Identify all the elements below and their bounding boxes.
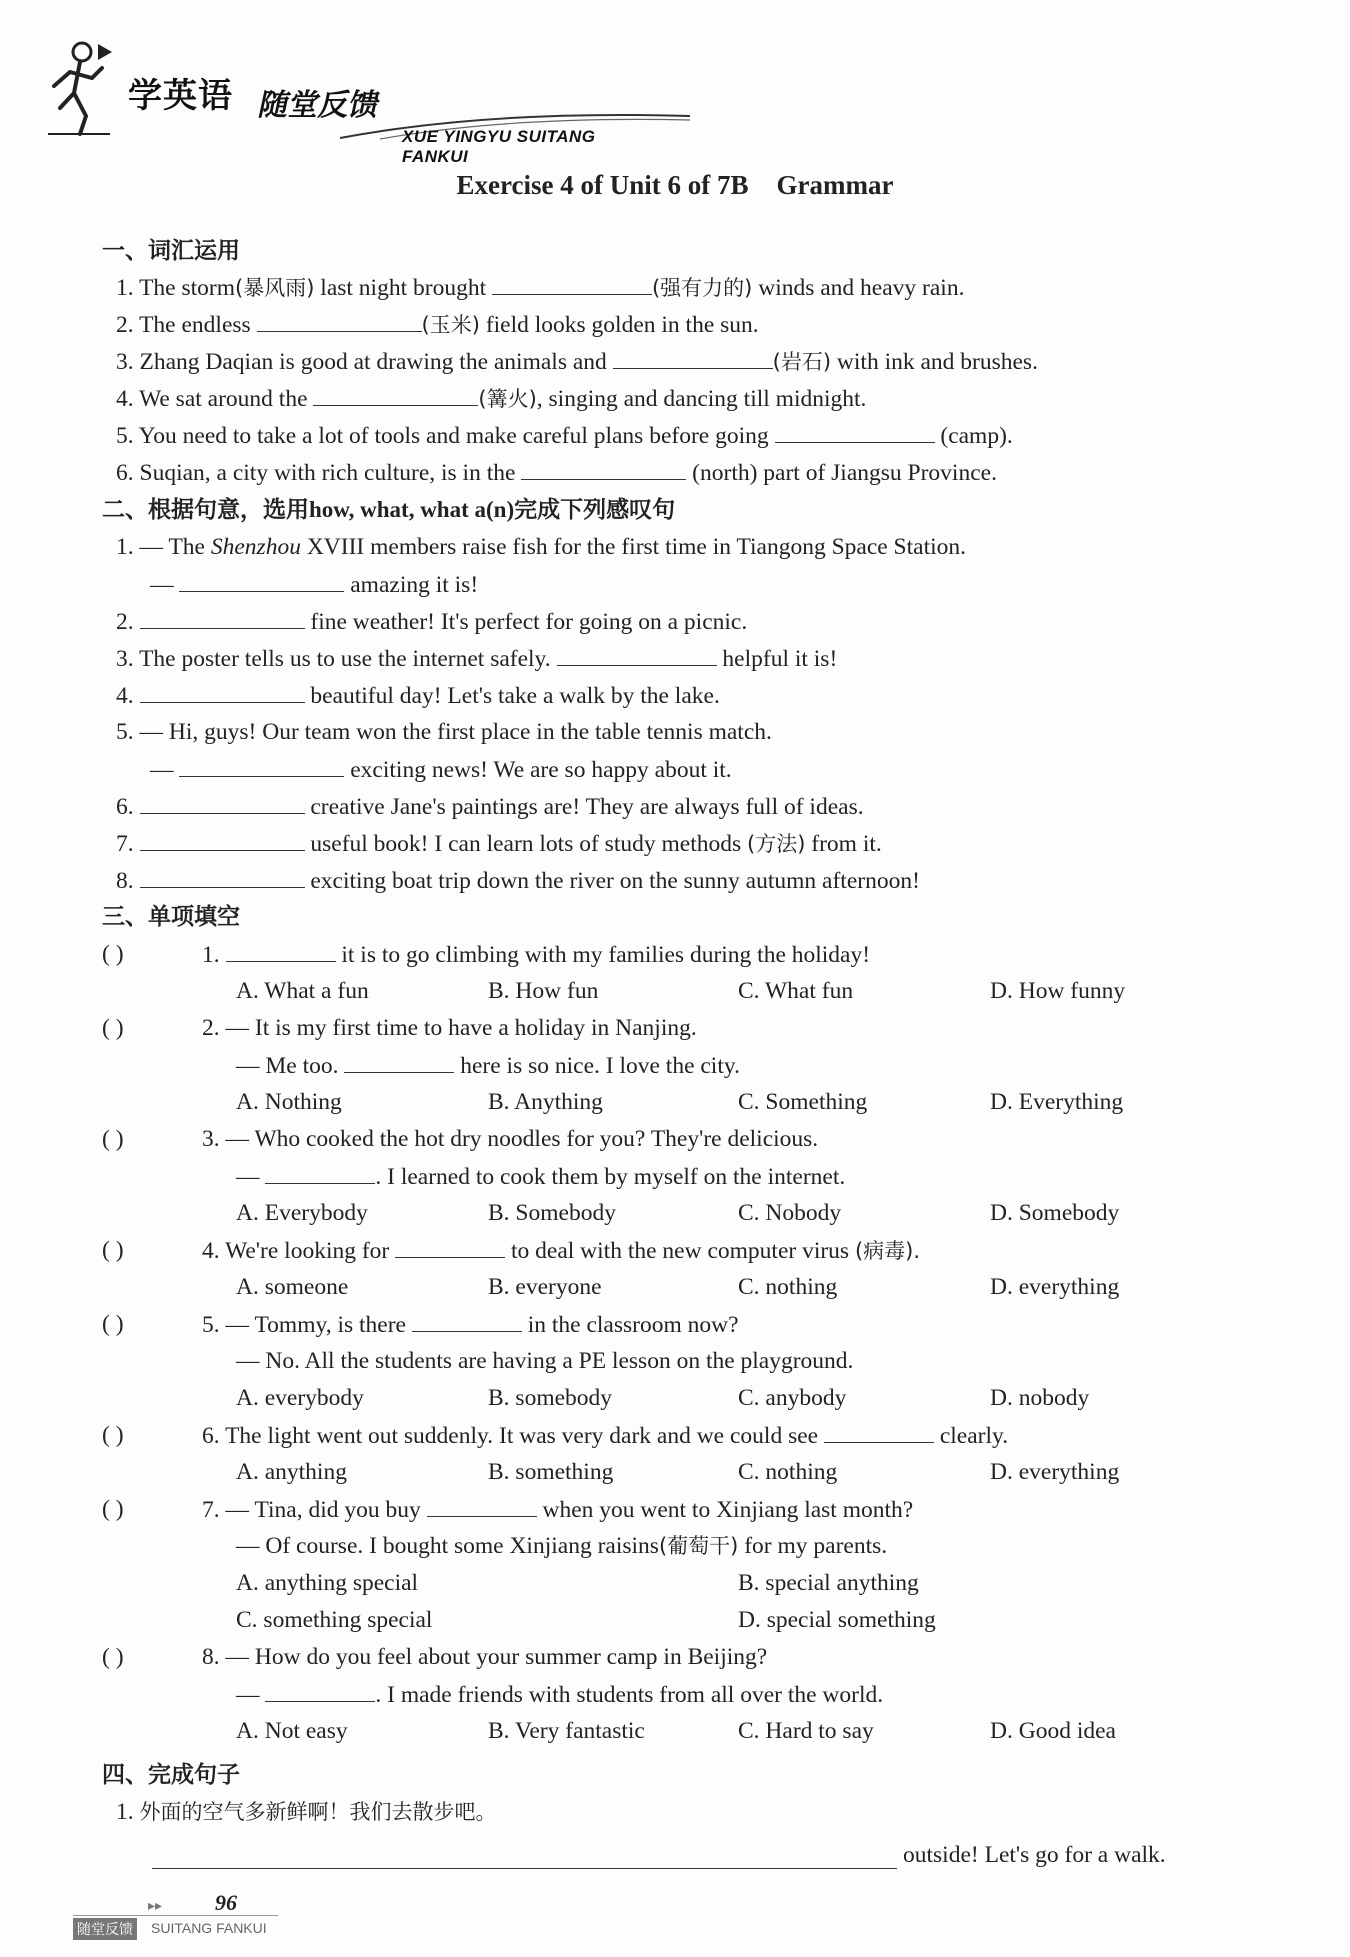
answer-blank[interactable] (824, 1420, 934, 1443)
s2-item-2: 2. fine weather! It's perfect for going on a picnic. (116, 606, 747, 637)
s3-q7: 7. — Tina, did you buy when you went to Xinjiang last month? (202, 1494, 913, 1525)
s3-q7-reply: — Of course. I bought some Xinjiang raisins(葡萄干) for my parents. (236, 1533, 888, 1559)
answer-blank[interactable] (521, 457, 686, 480)
s1-item-4: 4. We sat around the (篝火), singing and dancing till midnight. (116, 383, 866, 414)
s1-item-6: 6. Suqian, a city with rich culture, is in the (north) part of Jiangsu Province. (116, 457, 997, 488)
option-a[interactable]: A. Nothing (236, 1089, 342, 1115)
footer-tag (73, 1915, 278, 1942)
s3-q4: 4. We're looking for to deal with the new computer virus (病毒). (202, 1235, 920, 1266)
section-3-heading: 三、单项填空 (102, 904, 240, 930)
option-a[interactable]: A. anything (236, 1459, 347, 1485)
answer-blank[interactable] (140, 828, 305, 851)
answer-blank[interactable] (140, 791, 305, 814)
logo-en-text: XUE YINGYU SUITANG FANKUI (402, 127, 596, 166)
answer-paren[interactable]: ( ) (102, 1015, 124, 1041)
answer-blank[interactable] (395, 1235, 505, 1258)
option-d[interactable]: D. Everything (990, 1089, 1124, 1115)
answer-blank[interactable] (313, 383, 478, 406)
option-c[interactable]: C. nothing (738, 1459, 838, 1485)
option-c[interactable]: C. Nobody (738, 1200, 842, 1226)
s3-q1: 1. it is to go climbing with my families during the holiday! (202, 939, 870, 970)
answer-paren[interactable]: ( ) (102, 941, 124, 967)
answer-blank[interactable] (344, 1050, 454, 1073)
s3-q8: 8. — How do you feel about your summer camp in Beijing? (202, 1644, 768, 1670)
s2-item-7: 7. useful book! I can learn lots of study methods (方法) from it. (116, 828, 882, 859)
option-c[interactable]: C. Hard to say (738, 1718, 874, 1744)
option-a[interactable]: A. everybody (236, 1385, 364, 1411)
option-b[interactable]: B. Anything (488, 1089, 603, 1115)
option-d[interactable]: D. everything (990, 1274, 1120, 1300)
s2-item-4: 4. beautiful day! Let's take a walk by the lake. (116, 680, 720, 711)
option-b[interactable]: B. How fun (488, 978, 599, 1004)
answer-blank[interactable] (265, 1161, 375, 1184)
answer-blank[interactable] (179, 754, 344, 777)
s1-item-3: 3. Zhang Daqian is good at drawing the animals and (岩石) with ink and brushes. (116, 346, 1038, 377)
answer-paren[interactable]: ( ) (102, 1237, 124, 1263)
option-a[interactable]: A. someone (236, 1274, 349, 1300)
s2-item-6: 6. creative Jane's paintings are! They are always full of ideas. (116, 791, 864, 822)
s1-item-5: 5. You need to take a lot of tools and make careful plans before going (camp). (116, 420, 1013, 451)
answer-paren[interactable]: ( ) (102, 1126, 124, 1152)
option-a[interactable]: A. anything special (236, 1570, 419, 1596)
option-c[interactable]: C. What fun (738, 978, 854, 1004)
s3-q6: 6. The light went out suddenly. It was very dark and we could see clearly. (202, 1420, 1008, 1451)
answer-paren[interactable]: ( ) (102, 1311, 124, 1337)
answer-blank[interactable] (775, 420, 935, 443)
option-d[interactable]: D. special something (738, 1607, 936, 1633)
s2-item-5: 5. — Hi, guys! Our team won the first place in the table tennis match. (116, 719, 772, 745)
answer-blank[interactable] (179, 569, 344, 592)
option-c[interactable]: C. something special (236, 1607, 433, 1633)
option-d[interactable]: D. everything (990, 1459, 1120, 1485)
answer-paren[interactable]: ( ) (102, 1644, 124, 1670)
logo-cn-sub: 随堂反馈 (255, 88, 383, 123)
footer-tag-en: SUITANG FANKUI (151, 1920, 267, 1936)
option-b[interactable]: B. special anything (738, 1570, 919, 1596)
s3-q2-reply: — Me too. here is so nice. I love the city. (236, 1050, 740, 1081)
option-a[interactable]: A. Everybody (236, 1200, 368, 1226)
s3-q2: 2. — It is my first time to have a holiday in Nanjing. (202, 1015, 697, 1041)
answer-paren[interactable]: ( ) (102, 1422, 124, 1448)
s4-item-1: 1. 外面的空气多新鲜啊！我们去散步吧。 (116, 1799, 497, 1825)
option-d[interactable]: D. Somebody (990, 1200, 1120, 1226)
answer-blank[interactable] (265, 1679, 375, 1702)
page-header (40, 30, 660, 166)
answer-blank[interactable] (226, 939, 336, 962)
answer-blank[interactable] (427, 1494, 537, 1517)
option-d[interactable]: D. How funny (990, 978, 1126, 1004)
s3-q3-reply: — . I learned to cook them by myself on the internet. (236, 1161, 845, 1192)
s4-item-1-tail: outside! Let's go for a walk. (903, 1842, 1166, 1868)
footer-arrow-icon: ▸▸ (148, 1898, 163, 1914)
option-b[interactable]: B. something (488, 1459, 614, 1485)
answer-blank[interactable] (140, 606, 305, 629)
s1-item-1: 1. The storm(暴风雨) last night brought (强有力的) winds and heavy rain. (116, 272, 964, 303)
s3-q5-reply: — No. All the students are having a PE lesson on the playground. (236, 1348, 854, 1374)
footer-tag-cn: 随堂反馈 (73, 1918, 137, 1940)
answer-blank[interactable] (140, 680, 305, 703)
section-1-heading: 一、词汇运用 (102, 238, 240, 264)
page-title (0, 170, 1350, 201)
answer-paren[interactable]: ( ) (102, 1496, 124, 1522)
answer-blank[interactable] (140, 865, 305, 888)
title-right: Grammar (776, 170, 894, 200)
s2-item-5-reply: — exciting news! We are so happy about it. (150, 754, 732, 785)
answer-blank[interactable] (257, 309, 422, 332)
answer-line[interactable] (152, 1868, 897, 1869)
answer-blank[interactable] (557, 643, 717, 666)
answer-blank[interactable] (492, 272, 652, 295)
s1-item-2: 2. The endless (玉米) field looks golden in the sun. (116, 309, 759, 340)
s3-q8-reply: — . I made friends with students from all over the world. (236, 1679, 883, 1710)
option-b[interactable]: B. Somebody (488, 1200, 616, 1226)
s2-item-8: 8. exciting boat trip down the river on the sunny autumn afternoon! (116, 865, 920, 896)
option-b[interactable]: B. everyone (488, 1274, 602, 1300)
page-number: 96 (215, 1890, 237, 1915)
option-d[interactable]: D. nobody (990, 1385, 1090, 1411)
logo-cn-main: 学英语 (128, 76, 233, 116)
s2-item-3: 3. The poster tells us to use the internet safely. helpful it is! (116, 643, 837, 674)
option-c[interactable]: C. anybody (738, 1385, 847, 1411)
s3-q5: 5. — Tommy, is there in the classroom now? (202, 1309, 739, 1340)
title-left: Exercise 4 of Unit 6 of 7B (456, 170, 749, 200)
option-b[interactable]: B. Very fantastic (488, 1718, 645, 1744)
option-d[interactable]: D. Good idea (990, 1718, 1116, 1744)
option-a[interactable]: A. Not easy (236, 1718, 348, 1744)
section-2-heading: 二、根据句意，选用how, what, what a(n)完成下列感叹句 (102, 497, 676, 523)
option-a[interactable]: A. What a fun (236, 978, 369, 1004)
s3-q3: 3. — Who cooked the hot dry noodles for you? They're delicious. (202, 1126, 819, 1152)
option-b[interactable]: B. somebody (488, 1385, 613, 1411)
s2-item-1-reply: — amazing it is! (150, 569, 478, 600)
runner-logo-icon (40, 38, 120, 138)
s2-item-1: 1. — The Shenzhou XVIII members raise fish for the first time in Tiangong Space Station. (116, 534, 967, 560)
answer-blank[interactable] (613, 346, 773, 369)
option-c[interactable]: C. Something (738, 1089, 868, 1115)
answer-blank[interactable] (412, 1309, 522, 1332)
section-4-heading: 四、完成句子 (102, 1762, 240, 1788)
option-c[interactable]: C. nothing (738, 1274, 838, 1300)
